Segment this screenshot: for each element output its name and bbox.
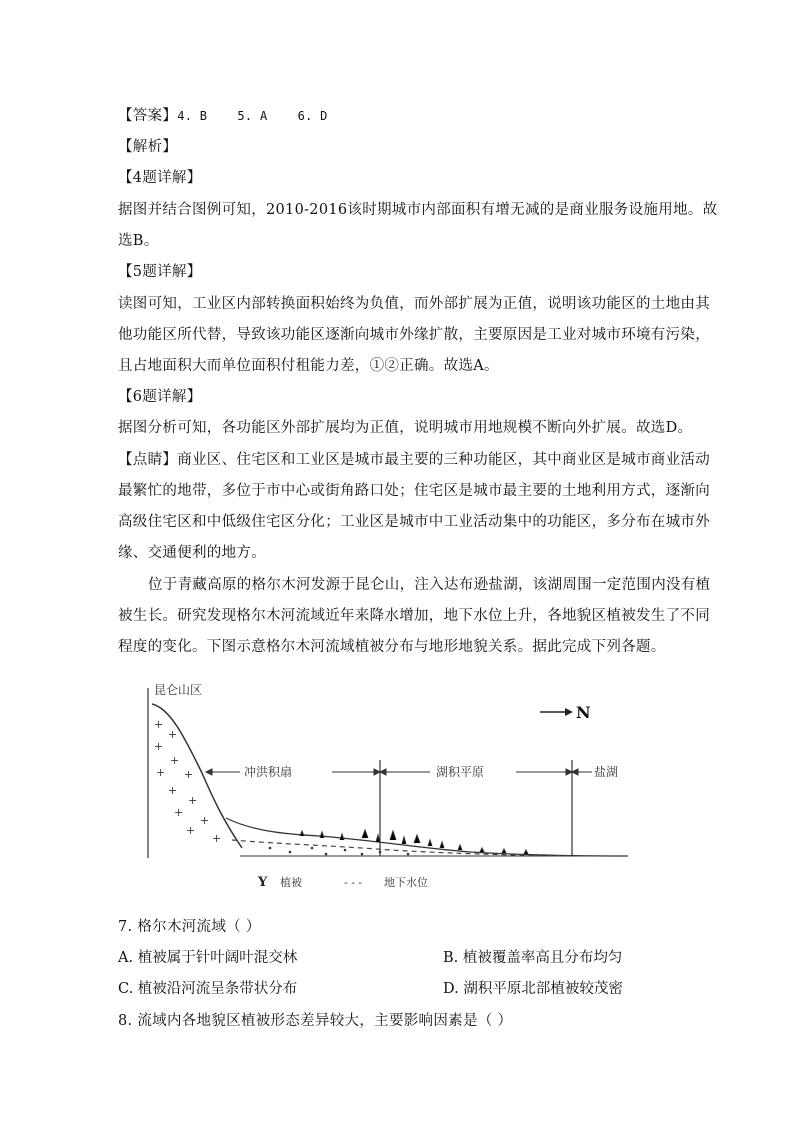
q4-line: 据图并结合图例可知，2010-2016该时期城市内部面积有增无减的是商业服务设施用地。故: [118, 202, 718, 218]
option-letter: A.: [118, 950, 134, 966]
option-text: 植被沿河流呈条带状分布: [137, 981, 298, 997]
north-arrowhead-icon: [565, 708, 573, 716]
svg-text:+: +: [188, 794, 198, 807]
q5-line: 他功能区所代替，导致该功能区逐渐向城市外缘扩散，主要原因是工业对城市环境有污染，: [118, 327, 710, 343]
svg-text:+: +: [200, 814, 210, 827]
svg-text:+: +: [174, 806, 184, 819]
legend-vegetation-icon: Y: [258, 875, 268, 890]
option-letter: C.: [118, 981, 134, 997]
q6-line: 据图分析可知，各功能区外部扩展均为正值，说明城市用地规模不断向外扩展。故选D。: [118, 420, 693, 436]
q6-label: 【6题详解】: [118, 389, 202, 405]
svg-text:+: +: [212, 832, 222, 845]
zone-lacustrine-label: 湖积平原: [436, 765, 485, 779]
svg-text:+: +: [168, 784, 178, 797]
mountain-rock-marks: [154, 718, 221, 845]
q4-line: 选B。: [118, 233, 159, 249]
q7-option-a: [118, 946, 297, 967]
analysis-label: 【解析】: [118, 139, 178, 155]
tips-line: 高级住宅区和中低级住宅区分化；工业区是城市中工业活动集中的功能区，多分布在城市外: [118, 514, 710, 530]
q8-stem: 8. 流域内各地貌区植被形态差异较大，主要影响因素是（ ）: [118, 1013, 513, 1029]
option-letter: B.: [443, 950, 459, 966]
svg-text:+: +: [154, 718, 164, 731]
tips-line: 缘、交通便利的地方。: [118, 545, 266, 561]
q5-label: 【5题详解】: [118, 264, 202, 280]
answer-text: 4. B 5. A 6. D: [177, 109, 328, 123]
zone-alluvial-label: 冲洪积扇: [244, 765, 293, 779]
north-label: N: [576, 703, 591, 722]
answer-line: [118, 104, 328, 125]
vegetation-marks: [300, 830, 528, 854]
option-text: 植被覆盖率高且分布均匀: [462, 950, 623, 966]
passage-line: 位于青藏高原的格尔木河发源于昆仑山，注入达布逊盐湖，该湖周围一定范围内没有植: [148, 577, 711, 593]
landform-vegetation-figure: [140, 668, 640, 898]
option-letter: D.: [443, 981, 459, 997]
sediment-dots: [269, 847, 410, 856]
q7-option-b: [443, 946, 622, 967]
tips-line: [118, 448, 710, 469]
svg-text:+: +: [170, 754, 180, 767]
tips-label: 【点睛】: [118, 452, 178, 468]
svg-text:+: +: [186, 824, 196, 837]
option-text: 植被属于针叶阔叶混交林: [137, 950, 298, 966]
q4-label: 【4题详解】: [118, 170, 202, 186]
tips-text: 商业区、住宅区和工业区是城市最主要的三种功能区，其中商业区是城市商业活动: [177, 452, 710, 468]
svg-text:+: +: [154, 740, 164, 753]
q5-line: 且占地面积大而单位面积付租能力差，①②正确。故选A。: [118, 358, 499, 374]
zone-saltlake-label: 盐湖: [594, 765, 619, 779]
passage-line: 程度的变化。下图示意格尔木河流域植被分布与地形地貌关系。据此完成下列各题。: [118, 639, 666, 655]
option-text: 湖积平原北部植被较茂密: [463, 981, 623, 997]
tips-line: 最繁忙的地带，多位于市中心或街角路口处；住宅区是城市最主要的土地利用方式，逐渐向: [118, 483, 710, 499]
q7-option-d: [443, 977, 623, 998]
svg-text:+: +: [184, 768, 194, 781]
legend-groundwater-label: 地下水位: [384, 876, 428, 889]
svg-text:+: +: [156, 766, 166, 779]
q5-line: 读图可知，工业区内部转换面积始终为负值，而外部扩展为正值，说明该功能区的土地由其: [118, 296, 710, 312]
groundwater-line: [232, 840, 570, 856]
mountain-label: 昆仑山区: [154, 683, 203, 697]
q7-stem: 7. 格尔木河流域（ ）: [118, 919, 261, 935]
legend-groundwater-icon: - - -: [344, 876, 363, 889]
legend-vegetation-label: 植被: [280, 876, 302, 889]
svg-text:+: +: [168, 728, 178, 741]
q7-option-c: [118, 977, 297, 998]
mountain-profile: [152, 704, 242, 848]
answer-label: 【答案】: [118, 108, 178, 124]
ground-surface: [226, 818, 628, 856]
passage-line: 被生长。研究发现格尔木河流域近年来降水增加，地下水位上升，各地貌区植被发生了不同: [118, 608, 710, 624]
